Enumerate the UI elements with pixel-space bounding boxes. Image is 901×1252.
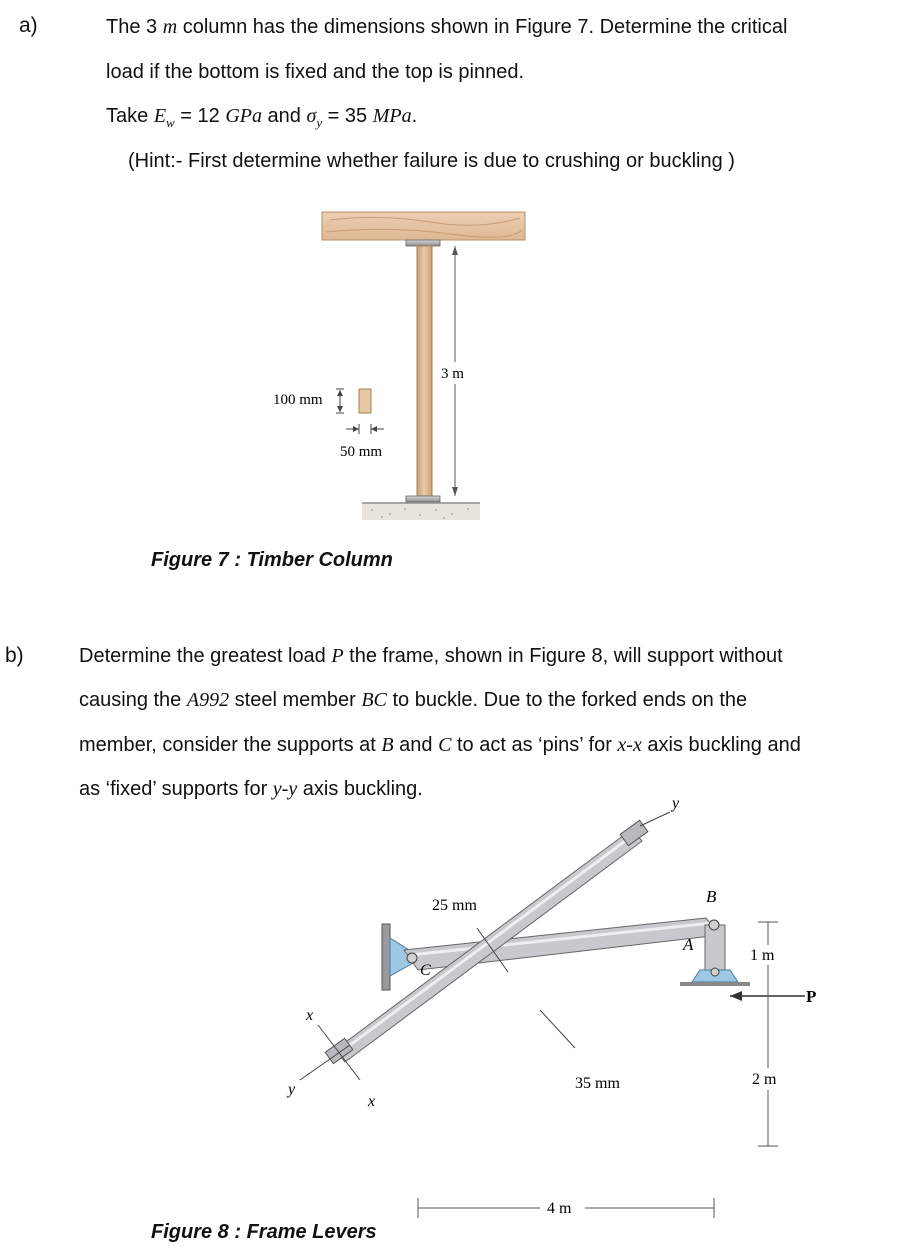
label-c: C (420, 962, 431, 979)
part-a-line-2: load if the bottom is fixed and the top is pinned. (106, 61, 525, 83)
label-p: P (806, 987, 817, 1006)
label-a: A (683, 935, 694, 954)
part-a-line-3: Take $E_w = 12$ GPa and $\sigma_y = 35$ MPa. (106, 105, 418, 130)
dim-4m: 4 m (547, 1200, 572, 1217)
width-label: 50 mm (340, 444, 383, 460)
pin-b (709, 920, 719, 930)
part-b-line-4: as ‘fixed’ supports for y-y axis buckling. (79, 778, 423, 800)
part-a-label: a) (19, 14, 38, 37)
member-bc (404, 918, 720, 970)
dim-2m: 2 m (752, 1071, 777, 1088)
dim-35mm: 35 mm (575, 1075, 620, 1092)
height-label: 3 m (441, 366, 464, 382)
part-a-line-1: The 3 m column has the dimensions shown in Figure 7. Determine the critical (106, 16, 788, 38)
label-b: B (706, 887, 717, 906)
part-b-line-2: causing the A992 steel member BC to buckle. Due to the forked ends on the (79, 689, 748, 711)
dim-25mm: 25 mm (432, 897, 477, 914)
figure-7-caption: Figure 7 : Timber Column (151, 549, 393, 571)
depth-label: 100 mm (273, 392, 323, 408)
pin-c (407, 953, 417, 963)
part-b-line-1: Determine the greatest load P the frame, shown in Figure 8, will support without (79, 645, 783, 667)
part-a-hint: (Hint:- First determine whether failure is due to crushing or buckling ) (128, 150, 735, 172)
pin-support-a (680, 968, 750, 986)
part-b-label: b) (5, 644, 24, 667)
part-b-line-3: member, consider the supports at B and C to act as ‘pins’ for x-x axis buckling and (79, 734, 801, 756)
figure-8-caption: Figure 8 : Frame Levers (151, 1221, 377, 1243)
axis-x-top: x (306, 1007, 314, 1024)
axis-x-bottom: x (368, 1093, 376, 1110)
axis-y-top: y (672, 795, 680, 812)
column-ab (705, 925, 725, 970)
dim-1m: 1 m (750, 947, 775, 964)
axis-y-bottom: y (288, 1081, 296, 1098)
